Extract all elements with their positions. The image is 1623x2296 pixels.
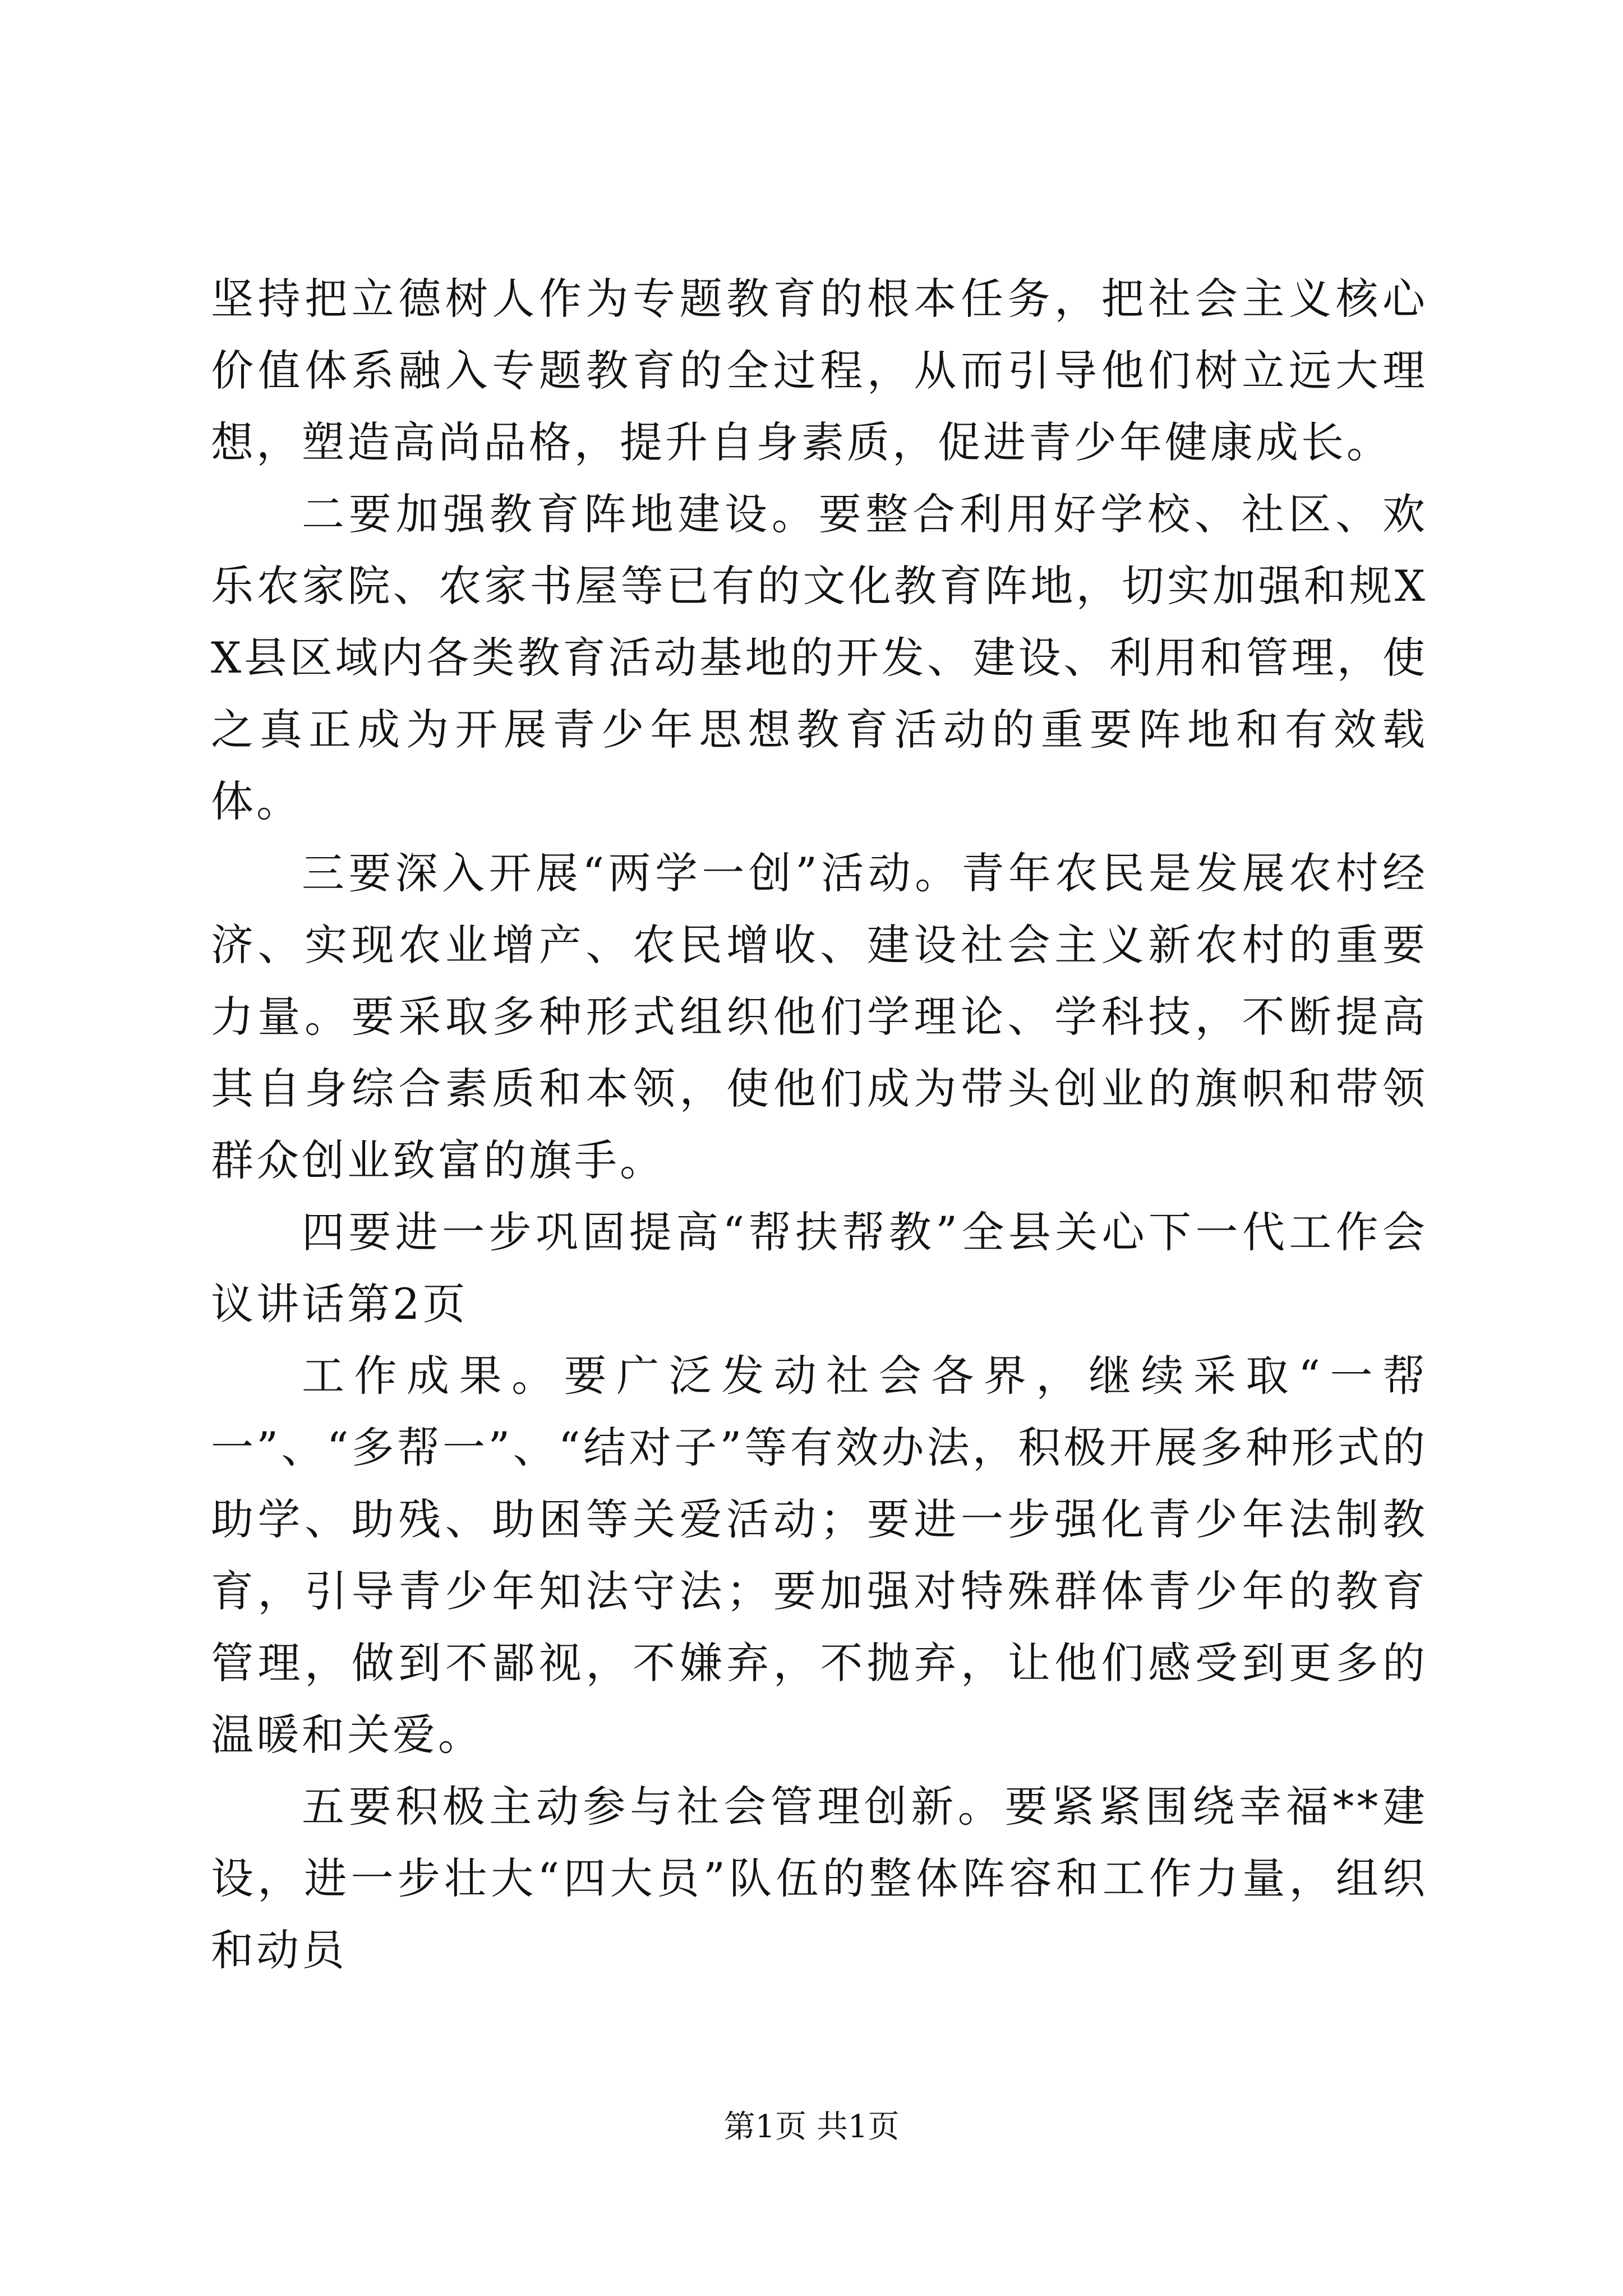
paragraph-2: 二要加强教育阵地建设。要整合利用好学校、社区、欢乐农家院、农家书屋等已有的文化教育阵地，切实加强和规XX县区域内各类教育活动基地的开发、建设、利用和管理，使之真正成为开展青少年思想教育活动的重要阵地和有效载体。: [211, 489, 1428, 826]
paragraph-3: 三要深入开展“两学一创”活动。青年农民是发展农村经济、实现农业增产、农民增收、建设社会主义新农村的重要力量。要采取多种形式组织他们学理论、学科技，不断提高其自身综合素质和本领，使他们成为带头创业的旗帜和带领群众创业致富的旗手。: [211, 848, 1428, 1185]
paragraph-1: 坚持把立德树人作为专题教育的根本任务，把社会主义核心价值体系融入专题教育的全过程，从而引导他们树立远大理想，塑造高尚品格，提升自身素质，促进青少年健康成长。: [211, 274, 1428, 467]
paragraph-4: 四要进一步巩固提高“帮扶帮教”全县关心下一代工作会议讲话第2页: [211, 1207, 1428, 1329]
page-footer: 第1页 共1页: [723, 2109, 900, 2145]
document-body: [211, 263, 1428, 1986]
paragraph-6: 五要积极主动参与社会管理创新。要紧紧围绕幸福**建设，进一步壮大“四大员”队伍的整体阵容和工作力量，组织和动员: [211, 1782, 1428, 1975]
paragraph-5: 工作成果。要广泛发动社会各界，继续采取“一帮一”、“多帮一”、“结对子”等有效办法，积极开展多种形式的助学、助残、助困等关爱活动；要进一步强化青少年法制教育，引导青少年知法守法；要加强对特殊群体青少年的教育管理，做到不鄙视，不嫌弃，不抛弃，让他们感受到更多的温暖和关爱。: [211, 1351, 1428, 1760]
